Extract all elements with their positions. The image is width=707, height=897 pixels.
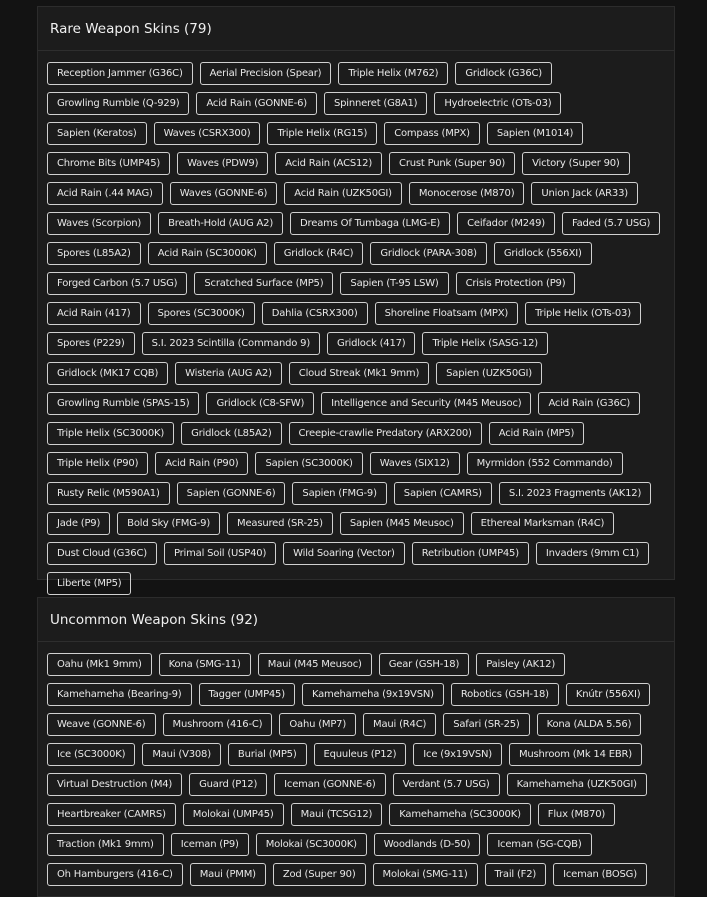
skin-tag[interactable]: Waves (CSRX300)	[154, 122, 261, 145]
skin-tag[interactable]: Spores (SC3000K)	[148, 302, 255, 325]
skin-tag[interactable]: Oahu (Mk1 9mm)	[47, 653, 152, 676]
skin-tag[interactable]: Triple Helix (OTs-03)	[525, 302, 641, 325]
skin-tag[interactable]: S.I. 2023 Scintilla (Commando 9)	[142, 332, 320, 355]
skin-tag[interactable]: Safari (SR-25)	[443, 713, 529, 736]
skin-tag[interactable]: Victory (Super 90)	[522, 152, 630, 175]
skin-tag[interactable]: Gear (GSH-18)	[379, 653, 469, 676]
skin-tag[interactable]: Forged Carbon (5.7 USG)	[47, 272, 187, 295]
skin-tag[interactable]: Spores (P229)	[47, 332, 135, 355]
skin-tag[interactable]: Acid Rain (.44 MAG)	[47, 182, 163, 205]
skin-tag[interactable]: Growling Rumble (Q-929)	[47, 92, 189, 115]
skin-tag[interactable]: Reception Jammer (G36C)	[47, 62, 193, 85]
rare-panel-title: Rare Weapon Skins (79)	[38, 7, 674, 51]
skin-tag[interactable]: Ice (SC3000K)	[47, 743, 135, 766]
skin-tag[interactable]: Crisis Protection (P9)	[456, 272, 576, 295]
skin-tag[interactable]: Compass (MPX)	[384, 122, 480, 145]
skin-tag[interactable]: Mushroom (416-C)	[163, 713, 273, 736]
skin-tag[interactable]: Measured (SR-25)	[227, 512, 333, 535]
skin-tag[interactable]: Chrome Bits (UMP45)	[47, 152, 170, 175]
skin-tag[interactable]: Waves (SIX12)	[370, 452, 460, 475]
skin-tag[interactable]: Growling Rumble (SPAS-15)	[47, 392, 199, 415]
skin-tag[interactable]: Flux (M870)	[538, 803, 615, 826]
skin-tag[interactable]: Gridlock (556XI)	[494, 242, 592, 265]
rare-skin-tag-list	[38, 51, 674, 595]
skin-tag[interactable]: Triple Helix (P90)	[47, 452, 148, 475]
skin-tag[interactable]: Sapien (M45 Meusoc)	[340, 512, 464, 535]
skin-tag[interactable]: Kona (ALDA 5.56)	[537, 713, 642, 736]
skin-tag[interactable]: Kona (SMG-11)	[159, 653, 251, 676]
skin-tag[interactable]: Sapien (T-95 LSW)	[340, 272, 448, 295]
skin-tag[interactable]: Oh Hamburgers (416-C)	[47, 863, 183, 886]
skin-tag[interactable]: Triple Helix (SC3000K)	[47, 422, 174, 445]
skin-tag[interactable]: Acid Rain (GONNE-6)	[196, 92, 317, 115]
skin-tag[interactable]: Tagger (UMP45)	[199, 683, 295, 706]
skin-tag[interactable]: Sapien (CAMRS)	[394, 482, 492, 505]
skin-tag[interactable]: Gridlock (MK17 CQB)	[47, 362, 168, 385]
skin-tag[interactable]: Spinneret (G8A1)	[324, 92, 427, 115]
skin-tag[interactable]: Sapien (GONNE-6)	[177, 482, 286, 505]
skin-tag[interactable]: Triple Helix (SASG-12)	[422, 332, 548, 355]
skin-tag[interactable]: Robotics (GSH-18)	[451, 683, 559, 706]
skin-tag[interactable]: Triple Helix (M762)	[338, 62, 448, 85]
skin-tag[interactable]: Dust Cloud (G36C)	[47, 542, 157, 565]
skin-tag[interactable]: Zod (Super 90)	[273, 863, 366, 886]
skin-tag[interactable]: Shoreline Floatsam (MPX)	[375, 302, 519, 325]
skin-tag[interactable]: Virtual Destruction (M4)	[47, 773, 182, 796]
skin-tag[interactable]: Woodlands (D-50)	[374, 833, 481, 856]
skin-tag[interactable]: Acid Rain (417)	[47, 302, 141, 325]
skin-tag[interactable]: Wisteria (AUG A2)	[175, 362, 282, 385]
skin-tag[interactable]: Iceman (GONNE-6)	[274, 773, 385, 796]
skin-tag[interactable]: Waves (PDW9)	[177, 152, 268, 175]
skin-tag[interactable]: Traction (Mk1 9mm)	[47, 833, 164, 856]
skin-tag[interactable]: Acid Rain (SC3000K)	[148, 242, 267, 265]
rare-weapon-skins-panel	[37, 6, 675, 589]
skin-tag[interactable]: Molokai (UMP45)	[183, 803, 284, 826]
skin-tag[interactable]: Maui (V308)	[142, 743, 221, 766]
skin-tag[interactable]: Acid Rain (P90)	[155, 452, 248, 475]
skin-tag[interactable]: Aerial Precision (Spear)	[200, 62, 332, 85]
uncommon-skin-tag-list	[38, 642, 674, 886]
skin-tag[interactable]: Gridlock (G36C)	[455, 62, 552, 85]
skin-tag[interactable]: Bold Sky (FMG-9)	[117, 512, 220, 535]
skin-tag[interactable]: Iceman (SG-CQB)	[487, 833, 591, 856]
skin-tag[interactable]: Faded (5.7 USG)	[562, 212, 660, 235]
skin-tag[interactable]: Waves (GONNE-6)	[170, 182, 278, 205]
skin-tag[interactable]: Jade (P9)	[47, 512, 110, 535]
skin-tag[interactable]: Molokai (SC3000K)	[256, 833, 367, 856]
skin-tag[interactable]: Sapien (M1014)	[487, 122, 583, 145]
skin-tag[interactable]: Acid Rain (UZK50GI)	[284, 182, 402, 205]
skin-tag[interactable]: Rusty Relic (M590A1)	[47, 482, 170, 505]
uncommon-panel-title: Uncommon Weapon Skins (92)	[38, 598, 674, 642]
skin-tag[interactable]: Cloud Streak (Mk1 9mm)	[289, 362, 429, 385]
uncommon-weapon-skins-panel	[37, 597, 675, 897]
skin-tag[interactable]: Waves (Scorpion)	[47, 212, 151, 235]
skin-tag[interactable]: Kamehameha (Bearing-9)	[47, 683, 192, 706]
skin-tag[interactable]: Invaders (9mm C1)	[536, 542, 649, 565]
skin-tag[interactable]: Verdant (5.7 USG)	[393, 773, 500, 796]
skin-tag[interactable]: Guard (P12)	[189, 773, 267, 796]
skin-tag[interactable]: Mushroom (Mk 14 EBR)	[509, 743, 642, 766]
skin-tag[interactable]: Liberte (MP5)	[47, 572, 131, 595]
skin-tag[interactable]: Myrmidon (552 Commando)	[467, 452, 623, 475]
skin-tag[interactable]: Sapien (SC3000K)	[255, 452, 362, 475]
skin-tag[interactable]: Union Jack (AR33)	[531, 182, 638, 205]
skin-tag[interactable]: Creepie-crawlie Predatory (ARX200)	[289, 422, 482, 445]
skin-tag[interactable]: Gridlock (PARA-308)	[370, 242, 486, 265]
skin-tag[interactable]: Kamehameha (SC3000K)	[389, 803, 531, 826]
skin-tag[interactable]: Equuleus (P12)	[314, 743, 407, 766]
skin-tag[interactable]: Triple Helix (RG15)	[267, 122, 377, 145]
skin-tag[interactable]: Oahu (MP7)	[279, 713, 356, 736]
skin-tag[interactable]: Dahlia (CSRX300)	[262, 302, 368, 325]
skin-tag[interactable]: S.I. 2023 Fragments (AK12)	[499, 482, 651, 505]
skin-tag[interactable]: Kamehameha (9x19VSN)	[302, 683, 444, 706]
skin-tag[interactable]: Maui (TCSG12)	[291, 803, 383, 826]
skin-tag[interactable]: Crust Punk (Super 90)	[389, 152, 515, 175]
skin-tag[interactable]: Sapien (FMG-9)	[292, 482, 386, 505]
skin-tag[interactable]: Maui (PMM)	[190, 863, 266, 886]
skin-tag[interactable]: Breath-Hold (AUG A2)	[158, 212, 283, 235]
skin-tag[interactable]: Ceifador (M249)	[457, 212, 555, 235]
skin-tag[interactable]: Gridlock (R4C)	[274, 242, 364, 265]
skin-tag[interactable]: Monocerose (M870)	[409, 182, 525, 205]
skin-tag[interactable]: Trail (F2)	[485, 863, 547, 886]
skin-tag[interactable]: Gridlock (417)	[327, 332, 415, 355]
skin-tag[interactable]: Weave (GONNE-6)	[47, 713, 156, 736]
skin-tag[interactable]: Scratched Surface (MP5)	[194, 272, 333, 295]
skin-tag[interactable]: Intelligence and Security (M45 Meusoc)	[321, 392, 531, 415]
skin-tag[interactable]: Iceman (P9)	[171, 833, 249, 856]
skin-tag[interactable]: Primal Soil (USP40)	[164, 542, 276, 565]
skin-tag[interactable]: Maui (R4C)	[363, 713, 436, 736]
skin-tag[interactable]: Paisley (AK12)	[476, 653, 565, 676]
skin-tag[interactable]: Heartbreaker (CAMRS)	[47, 803, 176, 826]
skin-tag[interactable]: Spores (L85A2)	[47, 242, 141, 265]
skin-tag[interactable]: Ethereal Marksman (R4C)	[471, 512, 615, 535]
skin-tag[interactable]: Burial (MP5)	[228, 743, 307, 766]
skin-tag[interactable]: Ice (9x19VSN)	[413, 743, 502, 766]
skin-tag[interactable]: Molokai (SMG-11)	[373, 863, 478, 886]
skin-tag[interactable]: Gridlock (C8-SFW)	[206, 392, 314, 415]
skin-tag[interactable]: Retribution (UMP45)	[412, 542, 529, 565]
skin-tag[interactable]: Maui (M45 Meusoc)	[258, 653, 372, 676]
skin-tag[interactable]: Wild Soaring (Vector)	[283, 542, 405, 565]
skin-tag[interactable]: Iceman (BOSG)	[553, 863, 647, 886]
skin-tag[interactable]: Hydroelectric (OTs-03)	[434, 92, 561, 115]
skin-tag[interactable]: Acid Rain (ACS12)	[275, 152, 382, 175]
skin-tag[interactable]: Gridlock (L85A2)	[181, 422, 281, 445]
skin-tag[interactable]: Kamehameha (UZK50GI)	[507, 773, 647, 796]
skin-tag[interactable]: Acid Rain (MP5)	[489, 422, 584, 445]
skin-tag[interactable]: Sapien (UZK50GI)	[436, 362, 542, 385]
skin-tag[interactable]: Sapien (Keratos)	[47, 122, 147, 145]
skin-tag[interactable]: Acid Rain (G36C)	[538, 392, 640, 415]
skin-tag[interactable]: Dreams Of Tumbaga (LMG-E)	[290, 212, 450, 235]
skin-tag[interactable]: Knútr (556XI)	[566, 683, 651, 706]
